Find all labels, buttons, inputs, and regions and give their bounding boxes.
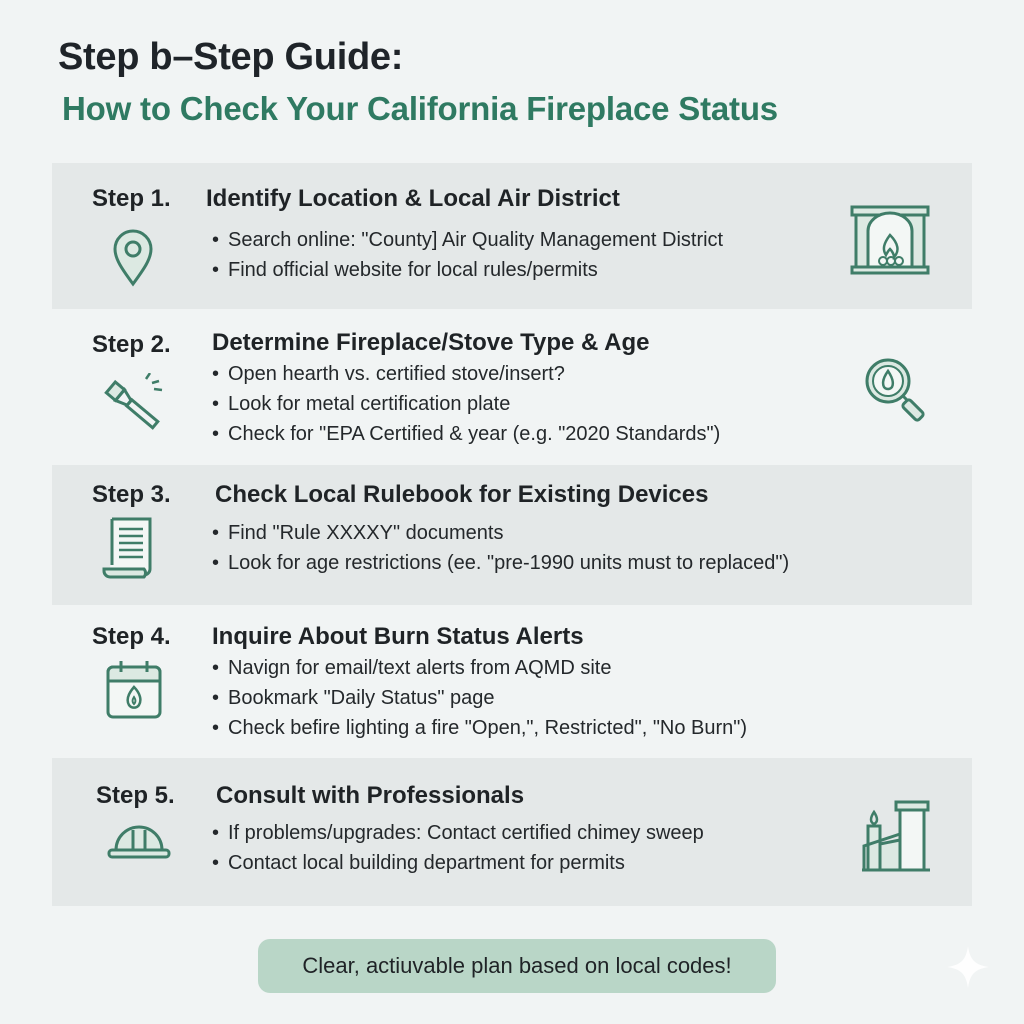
list-item: • Bookmark "Daily Status" page [212, 683, 747, 713]
step-1-bullets [212, 225, 723, 285]
step-2-card [52, 309, 972, 465]
step-3-card [52, 465, 972, 605]
list-item: • If problems/upgrades: Contact certified chimey sweep [212, 818, 704, 848]
step-1-number: Step 1. [92, 185, 171, 212]
document-scroll-icon [102, 515, 156, 581]
list-item: • Look for metal certification plate [212, 389, 720, 419]
step-5-number: Step 5. [96, 782, 175, 809]
list-item: • Check befire lighting a fire "Open,", Restricted", "No Burn") [212, 713, 747, 743]
step-3-title: Check Local Rulebook for Existing Devices [215, 481, 709, 508]
page-title: Step b–Step Guide: [58, 36, 404, 78]
summary-banner: Clear, actiuvable plan based on local codes! [258, 939, 776, 993]
step-2-title: Determine Fireplace/Stove Type & Age [212, 329, 650, 356]
list-item: • Navign for email/text alerts from AQMD site [212, 653, 747, 683]
list-item: • Contact local building department for permits [212, 848, 704, 878]
list-item: • Open hearth vs. certified stove/insert? [212, 359, 720, 389]
step-4-title: Inquire About Burn Status Alerts [212, 623, 584, 650]
step-1-card [52, 163, 972, 309]
step-1-title: Identify Location & Local Air District [206, 185, 620, 212]
step-3-bullets [212, 518, 789, 578]
location-pin-icon [110, 227, 156, 287]
chimney-icon [860, 796, 932, 874]
list-item: • Check for "EPA Certified & year (e.g. "2020 Standards") [212, 419, 720, 449]
step-4-bullets [212, 653, 747, 743]
calendar-flame-icon [104, 659, 164, 721]
hard-hat-icon [106, 820, 172, 862]
step-5-title: Consult with Professionals [216, 782, 525, 809]
sparkle-icon [945, 944, 991, 995]
step-4-card [52, 605, 972, 758]
list-item: • Find official website for local rules/permits [212, 255, 723, 285]
step-2-number: Step 2. [92, 331, 171, 358]
list-item: • Search online: "County] Air Quality Management District [212, 225, 723, 255]
magnifier-flame-icon [862, 355, 934, 425]
step-5-card [52, 758, 972, 906]
step-4-number: Step 4. [92, 623, 171, 650]
page-subtitle: How to Check Your California Fireplace Status [62, 90, 778, 127]
step-5-bullets [212, 818, 704, 878]
list-item: • Find "Rule XXXXY" documents [212, 518, 789, 548]
step-2-bullets [212, 359, 720, 449]
list-item: • Look for age restrictions (ee. "pre-1990 units must to replaced") [212, 548, 789, 578]
fireplace-icon [850, 205, 930, 275]
flashlight-icon [98, 373, 168, 439]
step-3-number: Step 3. [92, 481, 171, 508]
